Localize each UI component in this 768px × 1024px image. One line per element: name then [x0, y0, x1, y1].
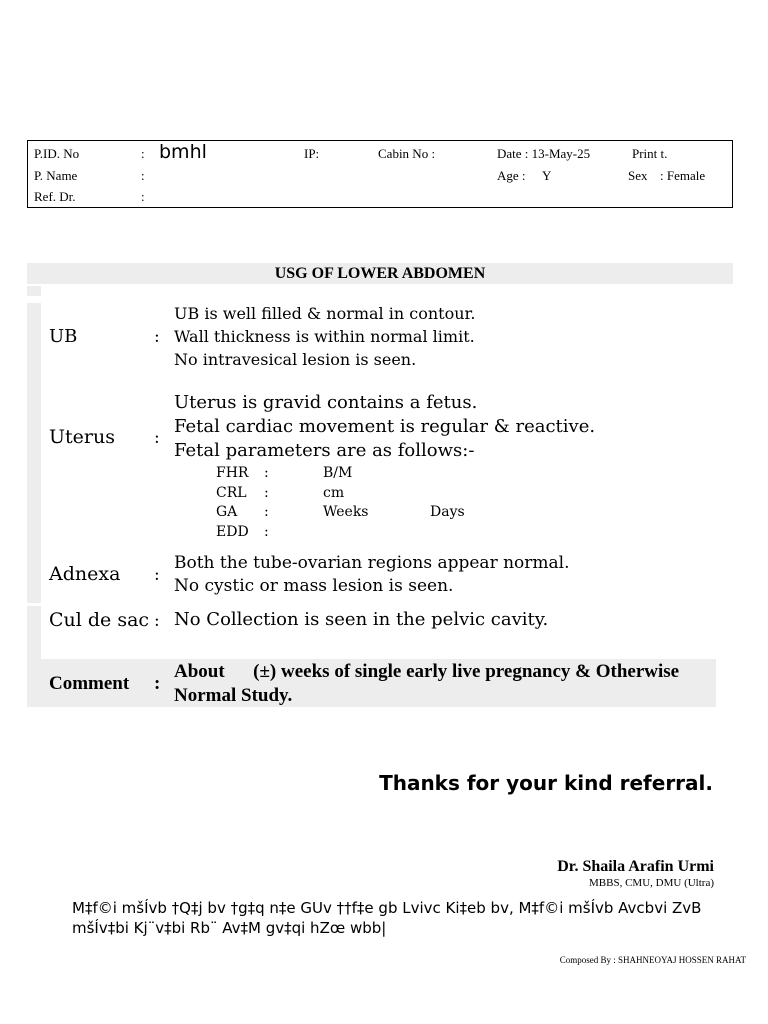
doctor-name: Dr. Shaila Arafin Urmi [557, 858, 714, 875]
culdesac-label: Cul de sac [49, 609, 150, 631]
adnexa-line: No cystic or mass lesion is seen. [174, 576, 454, 596]
param-name: EDD [216, 524, 249, 540]
ub-line: No intravesical lesion is seen. [174, 350, 417, 369]
composed-by: Composed By : SHAHNEOYAJ HOSSEN RAHAT [559, 955, 746, 965]
param-unit: B/M [323, 465, 353, 481]
uterus-line: Fetal parameters are as follows:- [174, 440, 475, 461]
name-colon: : [141, 168, 145, 183]
age-label: Age : [497, 168, 526, 183]
print-label: Print t. [632, 146, 668, 161]
patient-info-box [27, 140, 733, 208]
param-colon: : [264, 485, 269, 501]
param-name: GA [216, 504, 238, 520]
adnexa-colon: : [154, 565, 160, 585]
param-colon: : [264, 465, 269, 481]
ip-label: IP: [304, 146, 320, 161]
comment-colon: : [154, 673, 161, 694]
param-name: FHR [216, 465, 249, 481]
date-label: Date : 13-May-25 [497, 146, 591, 161]
sex-label: Sex [628, 168, 648, 183]
param-unit: cm [323, 485, 345, 501]
ub-line: Wall thickness is within normal limit. [174, 327, 475, 346]
adnexa-label: Adnexa [49, 563, 121, 585]
age-value: Y [542, 168, 552, 183]
sex-value: : Female [660, 168, 706, 183]
uterus-line: Fetal cardiac movement is regular & reactive. [174, 416, 596, 437]
uterus-line: Uterus is gravid contains a fetus. [174, 392, 478, 413]
ref-label: Ref. Dr. [34, 189, 76, 204]
name-label: P. Name [34, 168, 78, 183]
pid-value: bmhl [159, 141, 207, 163]
param-unit: Weeks [323, 504, 369, 520]
param-colon: : [264, 504, 269, 520]
band-decor [27, 286, 41, 296]
param-name: CRL [216, 485, 247, 501]
uterus-colon: : [154, 428, 160, 448]
comment-line: About (±) weeks of single early live pregnancy & Otherwise [174, 661, 680, 682]
band-decor [27, 606, 41, 660]
report-title: USG OF LOWER ABDOMEN [27, 263, 733, 284]
ub-line: UB is well filled & normal in contour. [174, 304, 476, 323]
culdesac-line: No Collection is seen in the pelvic cavity. [174, 609, 549, 630]
cabin-label: Cabin No : [378, 146, 436, 161]
doctor-degrees: MBBS, CMU, DMU (Ultra) [589, 877, 714, 889]
pid-label: P.ID. No [34, 146, 80, 161]
pid-colon: : [141, 146, 145, 161]
thanks-note: Thanks for your kind referral. [379, 771, 713, 795]
culdesac-colon: : [154, 611, 160, 631]
adnexa-line: Both the tube-ovarian regions appear normal. [174, 553, 570, 573]
comment-label: Comment [49, 673, 130, 694]
uterus-label: Uterus [49, 426, 115, 448]
bangla-note: M‡f©i mšÍvb †Q‡j bv †g‡q n‡e GUv ††f‡e gb Lvivc Ki‡eb bv, M‡f©i mšÍvb Avcbvi ZvB mšÍv‡bi Kj¨v‡bi Rb¨ Av‡M gv‡qi hZœ wbb| [72, 899, 702, 937]
band-decor [27, 303, 41, 603]
ref-colon: : [141, 189, 145, 204]
ub-label: UB [49, 326, 78, 347]
param-colon: : [264, 524, 269, 540]
ub-colon: : [154, 327, 160, 347]
comment-line: Normal Study. [174, 685, 293, 706]
param-unit-2: Days [430, 504, 465, 520]
